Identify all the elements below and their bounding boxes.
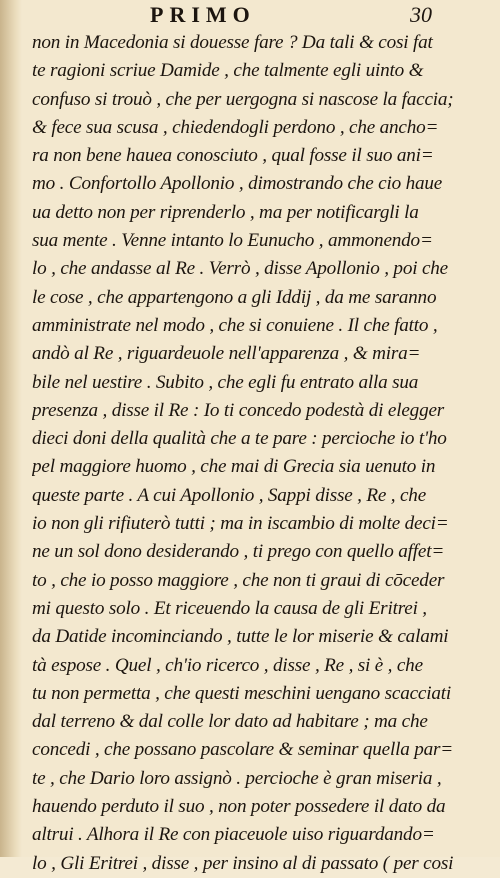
text-line: mo . Confortollo Apollonio , dimostrando che cio haue — [32, 173, 443, 195]
text-line: ra non bene hauea conosciuto , qual fosse il suo ani= — [32, 145, 434, 167]
page-gutter-shadow — [0, 0, 22, 857]
text-line: bile nel uestire . Subito , che egli fu entrato alla sua — [32, 371, 419, 393]
text-line: queste parte . A cui Apollonio , Sappi disse , Re , che — [32, 484, 427, 506]
text-line: ne un sol dono desiderando , ti prego con quello affet= — [32, 541, 445, 563]
body-text — [32, 29, 472, 878]
text-line: amministrate nel modo , che si conuiene . Il che fatto , — [32, 314, 438, 336]
text-line: hauendo perduto il suo , non poter possedere il dato da — [32, 796, 446, 818]
text-line: confuso si trouò , che per uergogna si nascose la faccia; — [32, 88, 454, 110]
text-line: andò al Re , riguardeuole nell'apparenza , & mira= — [32, 343, 421, 365]
text-line: concedi , che possano pascolare & seminar quella par= — [32, 739, 454, 761]
text-line: dal terreno & dal colle lor dato ad habitare ; ma che — [32, 711, 428, 733]
text-line: sua mente . Venne intanto lo Eunucho , ammonendo= — [32, 230, 433, 252]
running-head — [0, 2, 500, 28]
text-line: le cose , che appartengono a gli Iddij , da me saranno — [32, 286, 437, 308]
running-head-title: PRIMO — [150, 2, 256, 27]
text-line: altrui . Alhora il Re con piaceuole uiso riguardando= — [32, 824, 435, 846]
text-line: te , che Dario loro assignò . percioche è gran miseria , — [32, 767, 442, 789]
text-line: lo , Gli Eritrei , disse , per insino al di passato ( per cosi — [32, 852, 454, 874]
text-line: io non gli rifiuterò tutti ; ma in iscambio di molte deci= — [32, 513, 449, 535]
text-line: to , che io posso maggiore , che non ti graui di cōceder — [32, 569, 445, 591]
text-line: non in Macedonia si douesse fare ? Da tali & cosi fat — [32, 32, 433, 53]
text-line: dieci doni della qualità che a te pare : percioche io t'ho — [32, 428, 447, 450]
page-number: 30 — [410, 2, 432, 27]
text-line: mi questo solo . Et riceuendo la causa de gli Eritrei , — [32, 597, 427, 619]
text-line: pel maggiore huomo , che mai di Grecia sia uenuto in — [32, 456, 436, 478]
text-line: lo , che andasse al Re . Verrò , disse Apollonio , poi che — [32, 258, 448, 280]
text-line: tà espose . Quel , ch'io ricerco , disse , Re , si è , che — [32, 654, 423, 676]
text-line: ua detto non per riprenderlo , ma per notificargli la — [32, 201, 419, 223]
text-line: da Datide incominciando , tutte le lor miserie & calami — [32, 626, 449, 648]
text-line: tu non permetta , che questi meschini uengano scacciati — [32, 682, 452, 704]
text-line: te ragioni scriue Damide , che talmente egli uinto & — [32, 60, 424, 82]
text-line: & fece sua scusa , chiedendogli perdono , che ancho= — [32, 116, 439, 138]
text-line: presenza , disse il Re : Io ti concedo podestà di elegger — [32, 399, 445, 421]
